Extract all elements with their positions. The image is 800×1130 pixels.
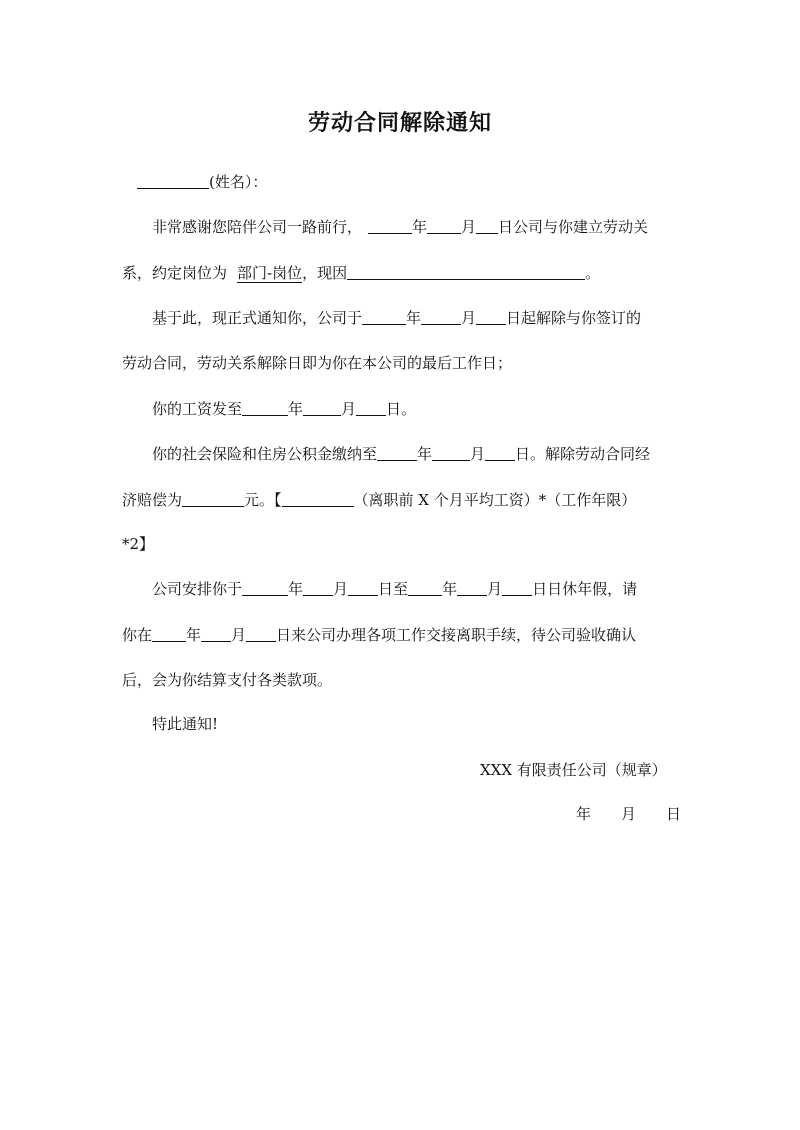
name-blank[interactable] [137, 172, 209, 189]
para2-month-blank[interactable] [421, 308, 461, 325]
para5-text-c: 日日休年假，请 [532, 580, 638, 598]
salary-month-blank[interactable] [303, 399, 341, 416]
leave-end-month-blank[interactable] [457, 579, 487, 596]
leave-start-month-blank[interactable] [303, 579, 333, 596]
closing-line: 特此通知! [152, 715, 219, 733]
salary-month-label: 月 [341, 400, 357, 418]
para2-text-b: 日起解除与你签订的 [506, 309, 642, 327]
para4-line2 [122, 489, 636, 511]
handover-year-blank[interactable] [152, 625, 186, 642]
position-field[interactable]: 部门-岗位 [237, 264, 303, 282]
page-title: 劳动合同解除通知 [307, 111, 492, 136]
para4-text-e: （离职前 X 个月平均工资）*（工作年限） [353, 491, 637, 509]
para4-text-c: 济赔偿为 [122, 491, 183, 509]
para4-line1 [152, 443, 650, 465]
salutation-line [137, 171, 267, 193]
reason-blank[interactable] [347, 263, 585, 280]
para1-year-blank[interactable] [368, 217, 412, 234]
para1-line1 [152, 216, 648, 238]
para1-text-d: ，现因 [302, 264, 348, 282]
insurance-year-blank[interactable] [377, 444, 417, 461]
insurance-day-blank[interactable] [485, 444, 515, 461]
para2-day-blank[interactable] [476, 308, 506, 325]
para2-text-a: 基于此，现正式通知你，公司于 [152, 309, 363, 327]
para2-year-label: 年 [406, 309, 422, 327]
para3-line [152, 398, 416, 420]
handover-day-blank[interactable] [246, 625, 276, 642]
para5-line3 [122, 669, 332, 691]
leave-start-year-blank[interactable] [242, 579, 288, 596]
insurance-month-label: 月 [470, 445, 486, 463]
salary-day-blank[interactable] [356, 399, 386, 416]
para3-text-a: 你的工资发至 [152, 400, 243, 418]
para2-month-label: 月 [461, 309, 477, 327]
insurance-year-label: 年 [417, 445, 433, 463]
leave-end-year-label: 年 [442, 580, 458, 598]
para4-line3 [122, 533, 154, 555]
para2-line2 [122, 352, 512, 374]
para5-text-a: 公司安排你于 [152, 580, 243, 598]
salary-day-label: 日。 [386, 400, 417, 418]
leave-start-year-label: 年 [288, 580, 304, 598]
para5-text-d: 你在 [122, 626, 153, 644]
handover-year-label: 年 [186, 626, 202, 644]
date-day-label: 日 [666, 805, 682, 823]
para5-text-e: 日来公司办理各项工作交接离职手续，待公司验收确认 [276, 626, 637, 644]
leave-end-day-blank[interactable] [502, 579, 532, 596]
handover-month-label: 月 [231, 626, 247, 644]
leave-start-day-blank[interactable] [348, 579, 378, 596]
insurance-month-blank[interactable] [432, 444, 470, 461]
para1-month-blank[interactable] [427, 217, 461, 234]
para1-text-a: 非常感谢您陪伴公司一路前行， [152, 218, 363, 236]
leave-end-year-blank[interactable] [408, 579, 442, 596]
para2-year-blank[interactable] [362, 308, 406, 325]
para1-line2 [122, 262, 600, 284]
para2-text-c: 劳动合同，劳动关系解除日即为你在本公司的最后工作日； [122, 354, 513, 372]
para4-text-b: 日。解除劳动合同经 [515, 445, 651, 463]
para1-day-blank[interactable] [476, 217, 498, 234]
para5-text-f: 后，会为你结算支付各类款项。 [122, 671, 333, 689]
para1-text-b: 日公司与你建立劳动关 [498, 218, 649, 236]
para1-year-label: 年 [412, 218, 428, 236]
para1-text-end: 。 [585, 264, 601, 282]
leave-end-month-label: 月 [487, 580, 503, 598]
leave-start-month-label: 月 [333, 580, 349, 598]
para1-text-c: 系，约定岗位为 [122, 264, 228, 282]
para2-line1 [152, 307, 641, 329]
date-year-label: 年 [576, 805, 592, 823]
formula-blank[interactable] [282, 490, 354, 507]
handover-month-blank[interactable] [201, 625, 231, 642]
para5-line1 [152, 578, 637, 600]
para5-line2 [122, 624, 636, 646]
para4-text-f: *2】 [122, 535, 155, 553]
company-signature: XXX 有限责任公司（规章） [480, 761, 667, 779]
salutation-text: (姓名）： [209, 173, 268, 191]
salary-year-blank[interactable] [242, 399, 288, 416]
compensation-blank[interactable] [182, 490, 244, 507]
para4-text-a: 你的社会保险和住房公积金缴纳至 [152, 445, 378, 463]
para1-month-label: 月 [461, 218, 477, 236]
para4-text-d: 元。【 [244, 491, 282, 509]
date-month-label: 月 [621, 805, 637, 823]
para5-text-b: 日至 [378, 580, 409, 598]
salary-year-label: 年 [288, 400, 304, 418]
signature-date [576, 803, 681, 825]
